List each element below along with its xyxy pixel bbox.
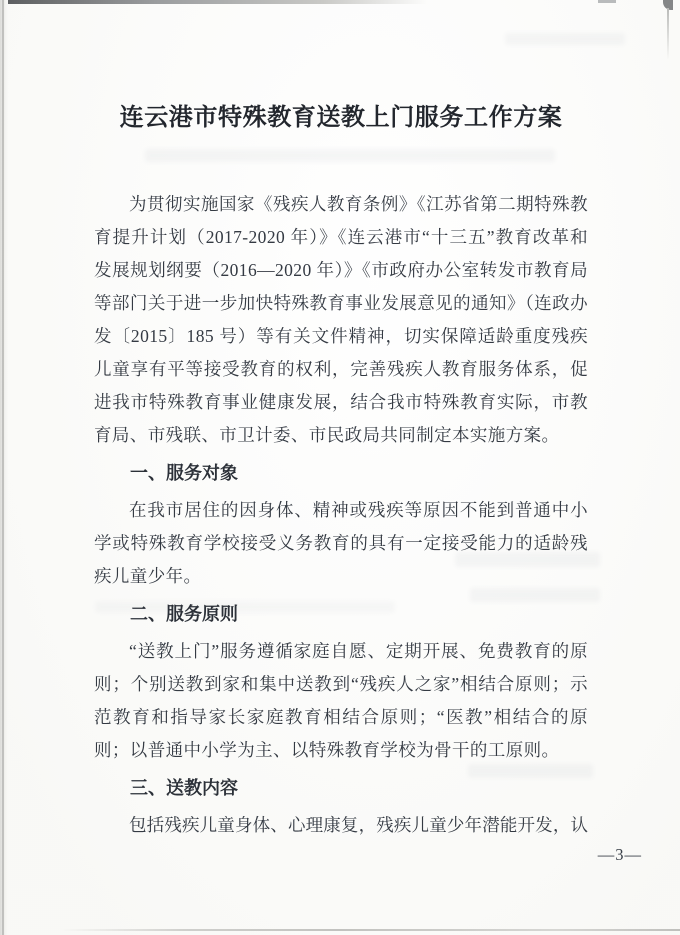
paragraph-service-target: 在我市居住的因身体、精神或残疾等原因不能到普通中小学或特殊教育学校接受义务教育的具有一定接受能力的适龄残疾儿童少年。 [94, 500, 588, 586]
paragraph-service-principles: “送教上门”服务遵循家庭自愿、定期开展、免费教育的原则；个别送教到家和集中送教到“残疾人之家”相结合原则；示范教育和指导家长家庭教育相结合原则；“医教”相结合的原则；以普通中小学为主、以特殊教育学校为骨干的工原则。 [94, 641, 588, 760]
paragraph-intro: 为贯彻实施国家《残疾人教育条例》《江苏省第二期特殊教育提升计划（2017-2020 年）》《连云港市“十三五”教育改革和发展规划纲要（2016—2020 年）》《市政府办公室转发市教育局等部门关于进一步加快特殊教育事业发展意见的通知》（连政办发〔2015〕185 号）等有关文件精神，切实保障适龄重度残疾儿童享有平等接受教育的权利，完善残疾人教育服务体系，促进我市特殊教育事业健康发展，结合我市特殊教育实际，市教育局、市残联、市卫计委、市民政局共同制定本实施方案。 [94, 194, 588, 445]
section-heading-teaching-content: 三、送教内容 [130, 778, 238, 798]
page-number: —3— [597, 845, 642, 864]
scan-edge-bottom [60, 929, 680, 931]
document-title: 连云港市特殊教育送教上门服务工作方案 [119, 105, 563, 131]
section-heading-service-principles: 二、服务原则 [130, 604, 238, 624]
scan-edge-left-line [2, 0, 4, 935]
section-heading-service-target: 一、服务对象 [130, 463, 238, 483]
paragraph-teaching-content: 包括残疾儿童身体、心理康复，残疾儿童少年潜能开发，认 [129, 815, 588, 835]
document-text [94, 188, 588, 842]
document-body [94, 0, 588, 842]
scan-corner-top-right-line [667, 8, 669, 60]
scan-edge-top-mark [598, 0, 616, 3]
